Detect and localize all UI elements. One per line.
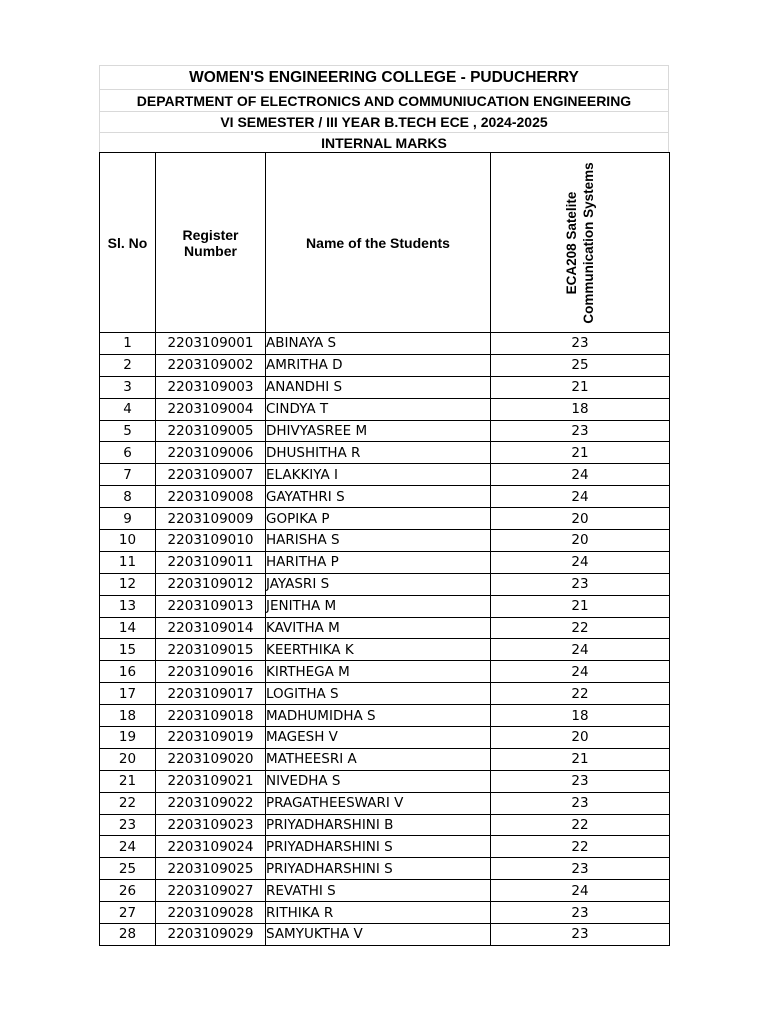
cell-sl-no: 1 [100, 333, 156, 355]
cell-register-number: 2203109016 [156, 661, 266, 683]
table-row [100, 530, 670, 552]
cell-mark: 22 [491, 617, 670, 639]
cell-mark: 22 [491, 814, 670, 836]
table-row [100, 508, 670, 530]
cell-student-name: PRIYADHARSHINI B [266, 814, 491, 836]
cell-register-number: 2203109018 [156, 705, 266, 727]
table-row [100, 924, 670, 946]
cell-mark: 23 [491, 792, 670, 814]
cell-sl-no: 25 [100, 858, 156, 880]
cell-sl-no: 26 [100, 880, 156, 902]
marks-table [99, 152, 670, 946]
cell-student-name: MATHEESRI A [266, 748, 491, 770]
cell-mark: 23 [491, 573, 670, 595]
table-row [100, 442, 670, 464]
cell-register-number: 2203109029 [156, 924, 266, 946]
cell-student-name: HARISHA S [266, 530, 491, 552]
cell-student-name: ELAKKIYA I [266, 464, 491, 486]
table-row [100, 661, 670, 683]
cell-student-name: AMRITHA D [266, 354, 491, 376]
cell-sl-no: 23 [100, 814, 156, 836]
cell-register-number: 2203109006 [156, 442, 266, 464]
cell-student-name: HARITHA P [266, 551, 491, 573]
cell-sl-no: 3 [100, 376, 156, 398]
cell-sl-no: 21 [100, 770, 156, 792]
table-row [100, 683, 670, 705]
cell-student-name: NIVEDHA S [266, 770, 491, 792]
cell-sl-no: 8 [100, 486, 156, 508]
cell-mark: 20 [491, 530, 670, 552]
cell-register-number: 2203109003 [156, 376, 266, 398]
table-row [100, 880, 670, 902]
table-row [100, 770, 670, 792]
table-row [100, 573, 670, 595]
header-student-name: Name of the Students [266, 153, 491, 333]
cell-register-number: 2203109023 [156, 814, 266, 836]
cell-sl-no: 20 [100, 748, 156, 770]
cell-sl-no: 12 [100, 573, 156, 595]
table-row [100, 486, 670, 508]
table-row [100, 464, 670, 486]
table-row [100, 748, 670, 770]
cell-register-number: 2203109022 [156, 792, 266, 814]
cell-student-name: PRIYADHARSHINI S [266, 836, 491, 858]
cell-register-number: 2203109013 [156, 595, 266, 617]
cell-sl-no: 2 [100, 354, 156, 376]
cell-register-number: 2203109004 [156, 398, 266, 420]
cell-mark: 23 [491, 333, 670, 355]
cell-sl-no: 28 [100, 924, 156, 946]
table-row [100, 398, 670, 420]
cell-mark: 22 [491, 836, 670, 858]
cell-sl-no: 4 [100, 398, 156, 420]
header-register-number [156, 153, 266, 333]
cell-register-number: 2203109027 [156, 880, 266, 902]
cell-mark: 24 [491, 880, 670, 902]
cell-register-number: 2203109009 [156, 508, 266, 530]
cell-student-name: GAYATHRI S [266, 486, 491, 508]
cell-register-number: 2203109005 [156, 420, 266, 442]
cell-register-number: 2203109014 [156, 617, 266, 639]
header-sl-no: Sl. No [100, 153, 156, 333]
table-row [100, 902, 670, 924]
table-row [100, 333, 670, 355]
cell-student-name: PRAGATHEESWARI V [266, 792, 491, 814]
cell-register-number: 2203109017 [156, 683, 266, 705]
cell-mark: 22 [491, 683, 670, 705]
sheet-title: INTERNAL MARKS [99, 132, 669, 152]
cell-mark: 21 [491, 442, 670, 464]
header-register-line2: Number [184, 242, 237, 259]
header-subject [491, 153, 670, 333]
cell-student-name: LOGITHA S [266, 683, 491, 705]
table-row [100, 836, 670, 858]
cell-register-number: 2203109019 [156, 727, 266, 749]
cell-mark: 24 [491, 661, 670, 683]
table-header-row [100, 153, 670, 333]
college-name: WOMEN'S ENGINEERING COLLEGE - PUDUCHERRY [99, 65, 669, 89]
table-row [100, 551, 670, 573]
cell-student-name: ANANDHI S [266, 376, 491, 398]
table-row [100, 639, 670, 661]
table-row [100, 595, 670, 617]
table-row [100, 858, 670, 880]
cell-sl-no: 24 [100, 836, 156, 858]
header-register-line1: Register [182, 226, 239, 243]
cell-sl-no: 13 [100, 595, 156, 617]
cell-mark: 18 [491, 398, 670, 420]
cell-sl-no: 6 [100, 442, 156, 464]
cell-student-name: PRIYADHARSHINI S [266, 858, 491, 880]
table-row [100, 727, 670, 749]
cell-sl-no: 27 [100, 902, 156, 924]
cell-sl-no: 9 [100, 508, 156, 530]
cell-sl-no: 15 [100, 639, 156, 661]
cell-student-name: MAGESH V [266, 727, 491, 749]
cell-register-number: 2203109011 [156, 551, 266, 573]
cell-student-name: ABINAYA S [266, 333, 491, 355]
cell-mark: 25 [491, 354, 670, 376]
cell-mark: 18 [491, 705, 670, 727]
table-row [100, 705, 670, 727]
cell-register-number: 2203109008 [156, 486, 266, 508]
semester-line: VI SEMESTER / III YEAR B.TECH ECE , 2024-2025 [99, 111, 669, 132]
table-row [100, 814, 670, 836]
cell-sl-no: 14 [100, 617, 156, 639]
cell-mark: 20 [491, 508, 670, 530]
cell-student-name: CINDYA T [266, 398, 491, 420]
cell-sl-no: 16 [100, 661, 156, 683]
cell-register-number: 2203109021 [156, 770, 266, 792]
department-name: DEPARTMENT OF ELECTRONICS AND COMMUNIUCATION ENGINEERING [99, 89, 669, 111]
cell-sl-no: 10 [100, 530, 156, 552]
header-subject-line1: ECA208 Satelite [564, 191, 579, 294]
cell-sl-no: 22 [100, 792, 156, 814]
cell-sl-no: 18 [100, 705, 156, 727]
cell-register-number: 2203109001 [156, 333, 266, 355]
cell-register-number: 2203109024 [156, 836, 266, 858]
cell-student-name: JAYASRI S [266, 573, 491, 595]
cell-mark: 24 [491, 464, 670, 486]
cell-register-number: 2203109010 [156, 530, 266, 552]
cell-register-number: 2203109025 [156, 858, 266, 880]
cell-mark: 21 [491, 748, 670, 770]
marks-sheet [99, 65, 669, 946]
cell-sl-no: 7 [100, 464, 156, 486]
cell-student-name: REVATHI S [266, 880, 491, 902]
cell-mark: 21 [491, 376, 670, 398]
header-subject-line2: Communication Systems [581, 161, 596, 324]
table-row [100, 420, 670, 442]
cell-sl-no: 17 [100, 683, 156, 705]
cell-mark: 23 [491, 902, 670, 924]
cell-mark: 23 [491, 770, 670, 792]
cell-register-number: 2203109012 [156, 573, 266, 595]
cell-mark: 23 [491, 924, 670, 946]
cell-sl-no: 5 [100, 420, 156, 442]
cell-sl-no: 11 [100, 551, 156, 573]
table-row [100, 617, 670, 639]
cell-student-name: DHIVYASREE M [266, 420, 491, 442]
table-row [100, 376, 670, 398]
cell-student-name: MADHUMIDHA S [266, 705, 491, 727]
cell-mark: 24 [491, 639, 670, 661]
cell-student-name: KAVITHA M [266, 617, 491, 639]
cell-mark: 23 [491, 420, 670, 442]
cell-student-name: GOPIKA P [266, 508, 491, 530]
cell-register-number: 2203109028 [156, 902, 266, 924]
cell-register-number: 2203109007 [156, 464, 266, 486]
cell-student-name: KIRTHEGA M [266, 661, 491, 683]
cell-register-number: 2203109015 [156, 639, 266, 661]
cell-mark: 20 [491, 727, 670, 749]
cell-student-name: JENITHA M [266, 595, 491, 617]
cell-register-number: 2203109002 [156, 354, 266, 376]
cell-mark: 23 [491, 858, 670, 880]
table-body [100, 333, 670, 946]
cell-mark: 24 [491, 486, 670, 508]
table-row [100, 354, 670, 376]
cell-register-number: 2203109020 [156, 748, 266, 770]
table-row [100, 792, 670, 814]
cell-student-name: DHUSHITHA R [266, 442, 491, 464]
cell-student-name: KEERTHIKA K [266, 639, 491, 661]
cell-mark: 21 [491, 595, 670, 617]
cell-student-name: SAMYUKTHA V [266, 924, 491, 946]
cell-mark: 24 [491, 551, 670, 573]
cell-student-name: RITHIKA R [266, 902, 491, 924]
cell-sl-no: 19 [100, 727, 156, 749]
